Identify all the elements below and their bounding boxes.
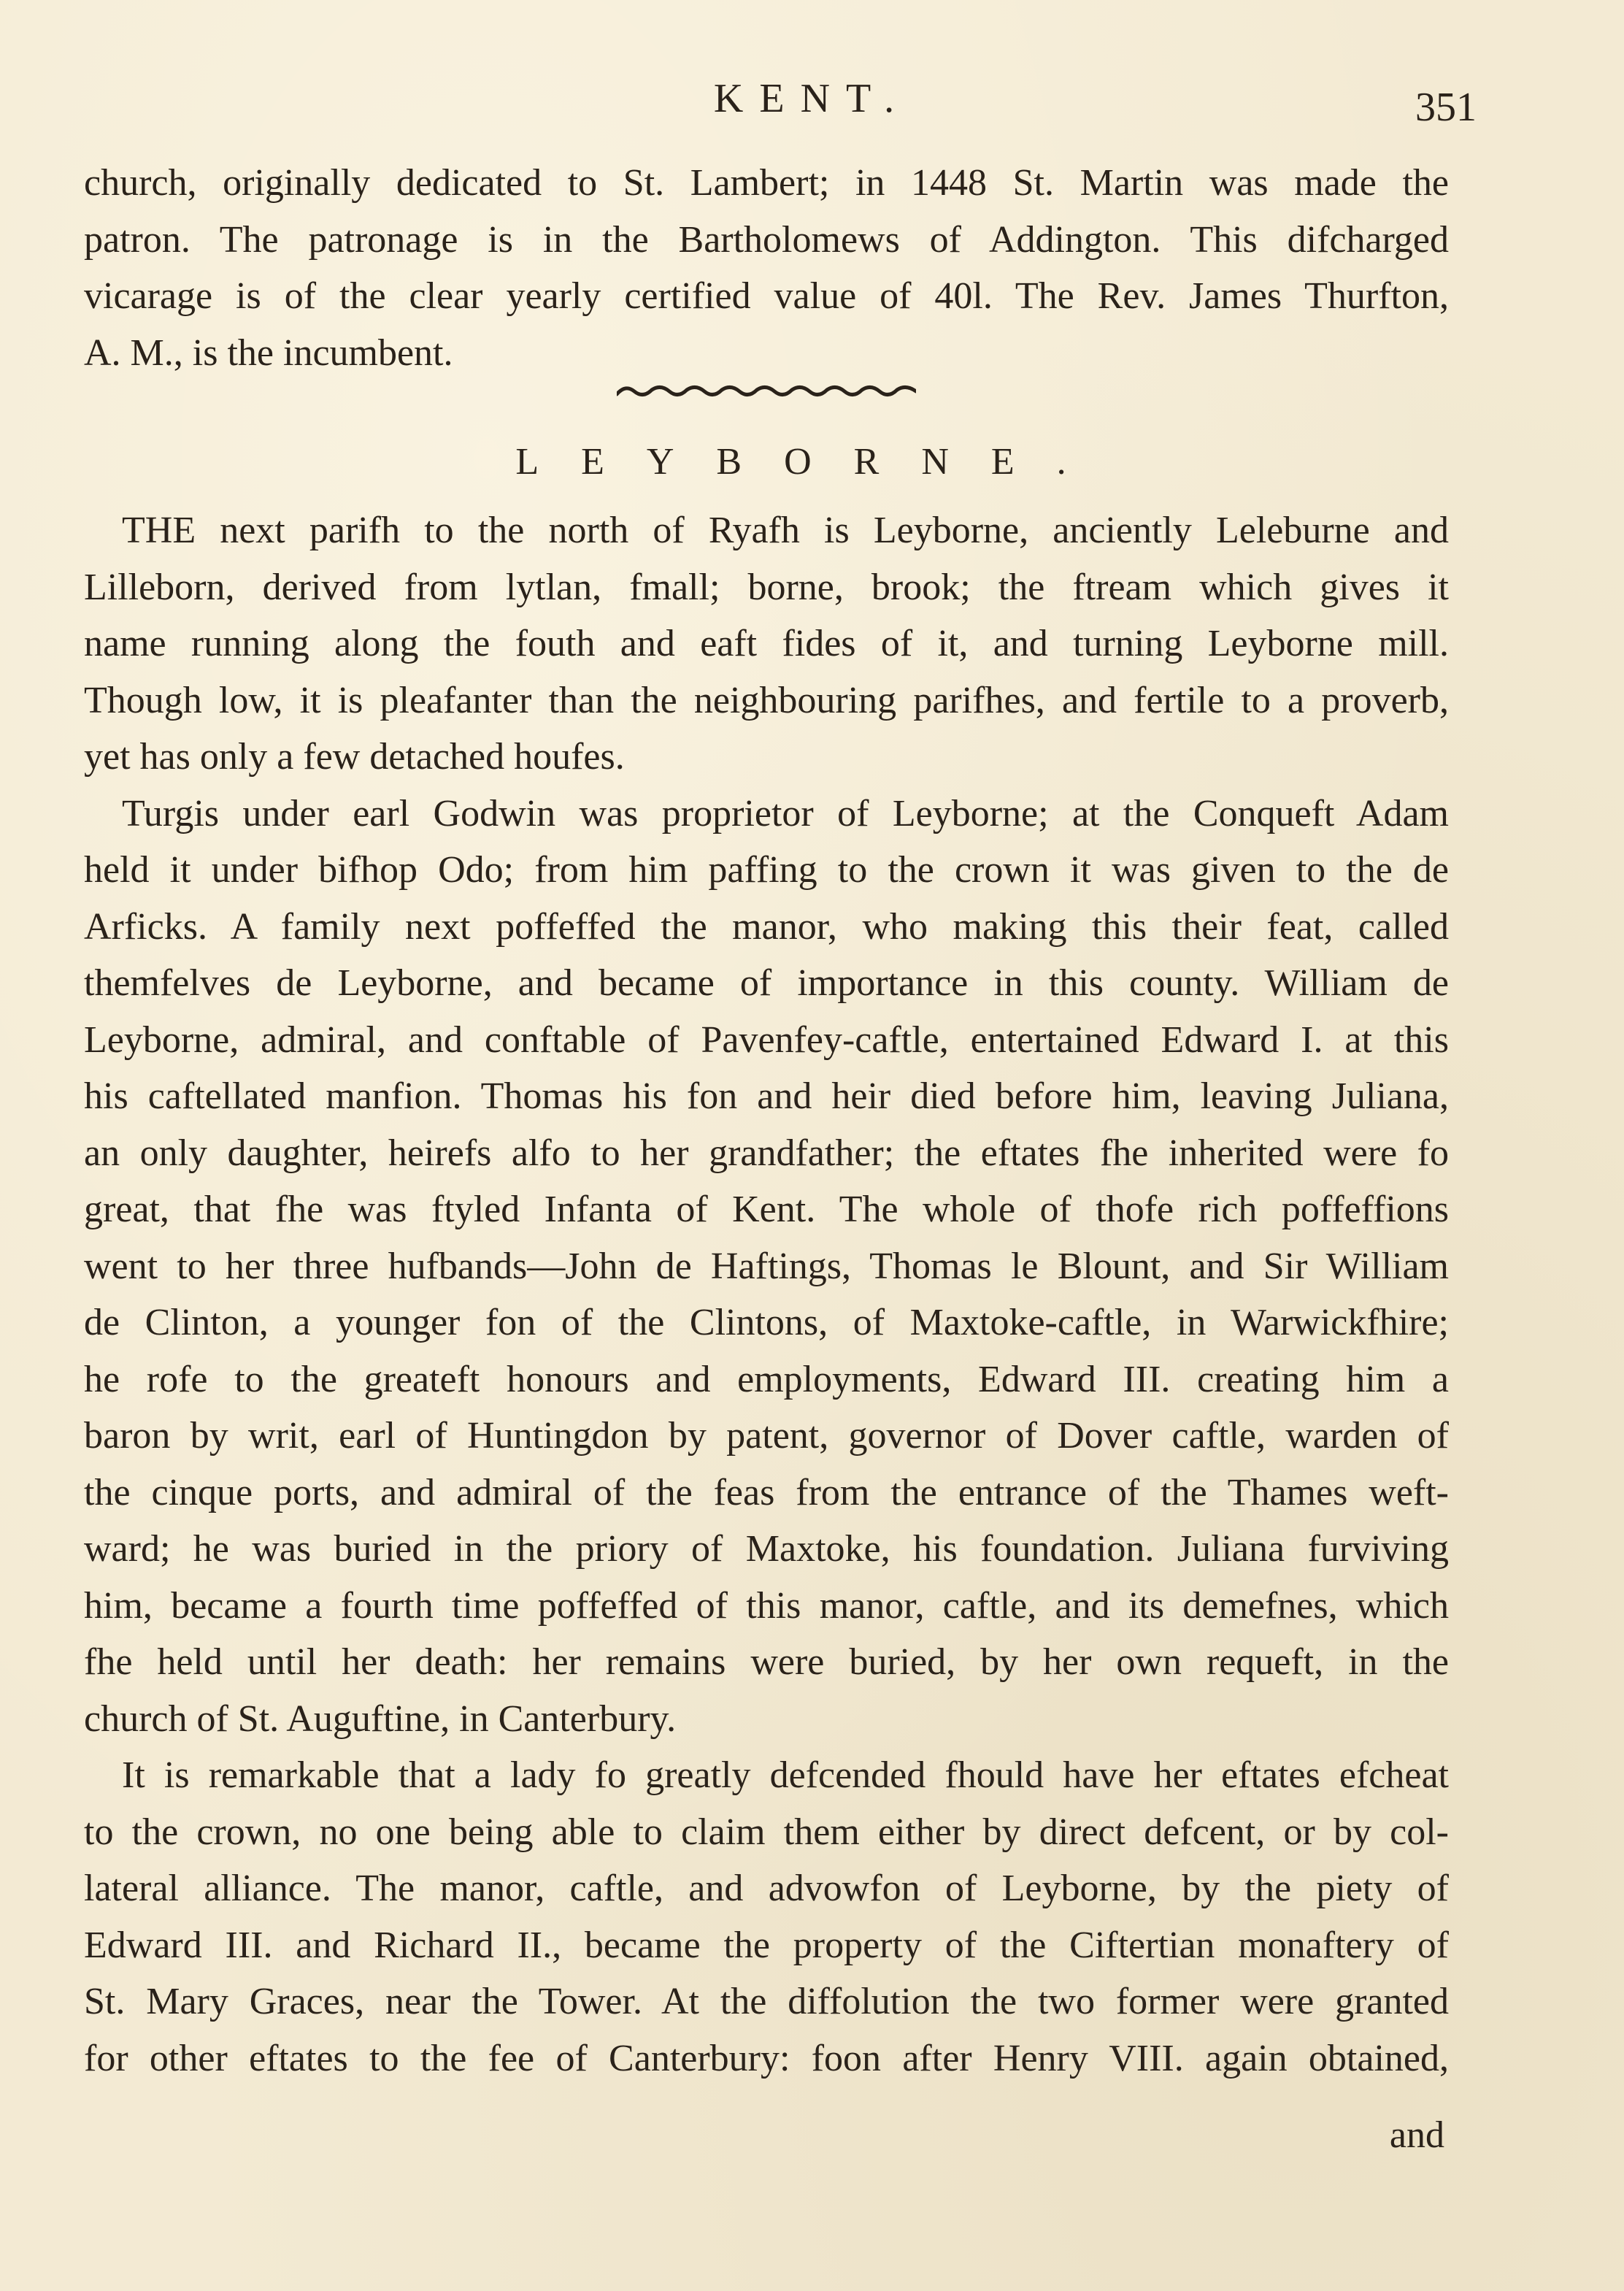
text-line: themfelves de Leyborne, and became of importance in this county. William de	[84, 962, 1449, 1004]
text-line: de Clinton, a younger fon of the Clintons, of Maxtoke-caftle, in Warwickfhire;	[84, 1302, 1449, 1343]
main-text	[84, 502, 1449, 2087]
text-line: vicarage is of the clear yearly certified value of 40l. The Rev. James Thurfton,	[84, 275, 1449, 317]
text-line: baron by writ, earl of Huntingdon by patent, governor of Dover caftle, warden of	[84, 1415, 1449, 1457]
text-line: his caftellated manfion. Thomas his fon and heir died before him, leaving Juliana,	[84, 1075, 1449, 1117]
text-line: Leyborne, admiral, and conftable of Pavenfey-caftle, entertained Edward I. at this	[84, 1018, 1449, 1061]
text-line: patron. The patronage is in the Bartholomews of Addington. This difcharged	[84, 218, 1449, 261]
text-line: ward; he was buried in the priory of Maxtoke, his foundation. Juliana furviving	[84, 1528, 1449, 1570]
text-line: an only daughter, heirefs alfo to her grandfather; the eftates fhe inherited were fo	[84, 1132, 1449, 1174]
text-line: him, became a fourth time poffeffed of this manor, caftle, and its demefnes, which	[84, 1584, 1449, 1627]
section-title: LEYBORNE.	[515, 441, 1109, 483]
text-line: Though low, it is pleafanter than the neighbouring parifhes, and fertile to a proverb,	[84, 679, 1449, 721]
text-line: Lilleborn, derived from lytlan, fmall; borne, brook; the ftream which gives it	[84, 566, 1449, 608]
text-line: to the crown, no one being able to claim them either by direct defcent, or by col-	[84, 1811, 1449, 1853]
text-line: Edward III. and Richard II., became the property of the Ciftertian monaftery of	[84, 1924, 1449, 1966]
text-line: St. Mary Graces, near the Tower. At the diffolution the two former were granted	[84, 1981, 1449, 2022]
decorative-rule-ornament	[617, 381, 916, 400]
text-line: church of St. Auguftine, in Canterbury.	[84, 1697, 677, 1740]
text-line: Arficks. A family next poffeffed the manor, who making this their feat, called	[84, 905, 1449, 948]
continuation-paragraph	[84, 155, 1449, 381]
text-line: he rofe to the greateft honours and employments, Edward III. creating him a	[84, 1358, 1449, 1400]
text-line: went to her three hufbands—John de Haftings, Thomas le Blount, and Sir William	[84, 1245, 1449, 1287]
text-line: great, that fhe was ftyled Infanta of Kent. The whole of thofe rich poffeffions	[84, 1189, 1449, 1230]
running-title: KENT.	[713, 76, 911, 121]
text-line: the cinque ports, and admiral of the feas from the entrance of the Thames weft-	[84, 1471, 1449, 1513]
text-line: yet has only a few detached houfes.	[84, 736, 625, 778]
text-line: church, originally dedicated to St. Lambert; in 1448 St. Martin was made the	[84, 162, 1449, 204]
text-line: It is remarkable that a lady fo greatly defcended fhould have her eftates efcheat	[122, 1754, 1449, 1796]
text-line: name running along the fouth and eaft fides of it, and turning Leyborne mill.	[84, 623, 1449, 664]
text-line: THE next parifh to the north of Ryafh is Leyborne, anciently Leleburne and	[122, 510, 1449, 551]
text-line: for other eftates to the fee of Canterbury: foon after Henry VIII. again obtained,	[84, 2037, 1449, 2079]
text-line: A. M., is the incumbent.	[84, 331, 453, 374]
text-line: held it under bifhop Odo; from him paffing to the crown it was given to the de	[84, 849, 1449, 891]
page-number: 351	[1415, 85, 1477, 130]
text-line: Turgis under earl Godwin was proprietor of Leyborne; at the Conqueft Adam	[122, 792, 1449, 834]
text-line: lateral alliance. The manor, caftle, and advowfon of Leyborne, by the piety of	[84, 1868, 1449, 1909]
text-line: fhe held until her death: her remains were buried, by her own requeft, in the	[84, 1641, 1449, 1683]
catchword: and	[1389, 2114, 1444, 2156]
